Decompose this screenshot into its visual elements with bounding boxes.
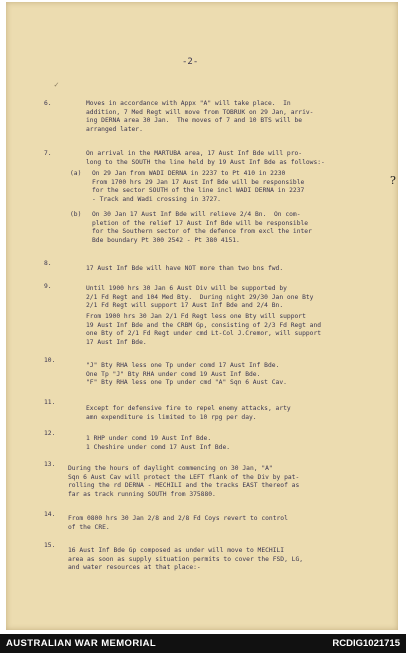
paragraph-text: Except for defensive fire to repel enemy attacks, arty amn expenditure is limited to 10 rpg per day. [86, 405, 291, 421]
subparagraph-label: (b) [70, 211, 82, 218]
paragraph-text: Moves in accordance with Appx "A" will take place. In addition, 7 Med Regt will move from TOBRUK on 29 Jan, arriv- ing DERNA area 30 Jan. The moves of 7 and 10 BTS will be arranged later. [86, 100, 314, 134]
paragraph-text: On 30 Jan 17 Aust Inf Bde will relieve 2/4 Bn. On com- pletion of the relief 17 Aust Inf Bde will be responsible for the Southern sector of the defence from excl the inter Bde boundary Pt 300 2542 - Pt 380 4151. [92, 211, 312, 245]
page-number: -2- [182, 57, 199, 67]
paragraph-text: Until 1900 hrs 30 Jan 6 Aust Div will be supported by 2/1 Fd Regt and 104 Med Bty. During night 29/30 Jan one Bty 2/1 Fd Regt will support 17 Aust Inf Bde and 2/4 Bn. [86, 285, 314, 310]
document-page [6, 2, 398, 630]
paragraph-text: During the hours of daylight commencing on 30 Jan, "A" Sqn 6 Aust Cav will protect the LEFT flank of the Div by pat- rolling the rd DERNA - MECHILI and the tracks EAST thereof as far as track running SOUTH from 375880. [68, 465, 300, 499]
paragraph-number: 7. [44, 150, 52, 157]
archive-name: AUSTRALIAN WAR MEMORIAL [6, 638, 157, 649]
paragraph-text: From 1900 hrs 30 Jan 2/1 Fd Regt less one Bty will support 19 Aust Inf Bde and the CRBM Gp, consisting of 2/3 Fd Regt and one Bty of 2/1 Fd Regt under cmd Lt-Col J.Cremor, will support 17 Aust Inf Bde. [86, 313, 322, 347]
paragraph-number: 10. [44, 357, 56, 364]
paragraph-text: On arrival in the MARTUBA area, 17 Aust Inf Bde will pro- long to the SOUTH the line held by 19 Aust Inf Bde as follows:- [86, 150, 325, 166]
paragraph-text: 16 Aust Inf Bde Gp composed as under will move to MECHILI area as soon as supply situation permits to cover the FSD, LG, and water resources at that place:- [68, 547, 304, 572]
margin-question-mark: ? [390, 174, 396, 187]
paragraph-text: On 29 Jan from WADI DERNA in 2237 to Pt 410 in 2230 From 1700 hrs 29 Jan 17 Aust Inf Bde will be responsible for the sector SOUTH of the line incl WADI DERNA in 2237 - Track and Wadi crossing in 3727. [92, 170, 305, 204]
paragraph-text: 17 Aust Inf Bde will have NOT more than two bns fwd. [86, 265, 284, 272]
paragraph-number: 15. [44, 542, 56, 549]
paragraph-number: 12. [44, 430, 56, 437]
paragraph-number: 11. [44, 399, 56, 406]
paragraph-number: 6. [44, 100, 52, 107]
record-id: RCDIG1021715 [332, 638, 400, 649]
pencil-tick-mark: ✓ [54, 80, 59, 89]
paragraph-number: 8. [44, 260, 52, 267]
paragraph-text: 1 RHP under comd 19 Aust Inf Bde. 1 Cheshire under comd 17 Aust Inf Bde. [86, 435, 231, 451]
paragraph-text: "J" Bty RHA less one Tp under comd 17 Aust Inf Bde. One Tp "J" Bty RHA under comd 19 Aust Inf Bde. "F" Bty RHA less one Tp under cmd "A" Sqn 6 Aust Cav. [86, 362, 287, 387]
archive-footer-bar [0, 634, 406, 653]
paragraph-text: From 0800 hrs 30 Jan 2/8 and 2/8 Fd Coys revert to control of the CRE. [68, 515, 288, 531]
paragraph-number: 13. [44, 461, 56, 468]
paragraph-number: 9. [44, 283, 52, 290]
subparagraph-label: (a) [70, 170, 82, 177]
paragraph-number: 14. [44, 511, 56, 518]
